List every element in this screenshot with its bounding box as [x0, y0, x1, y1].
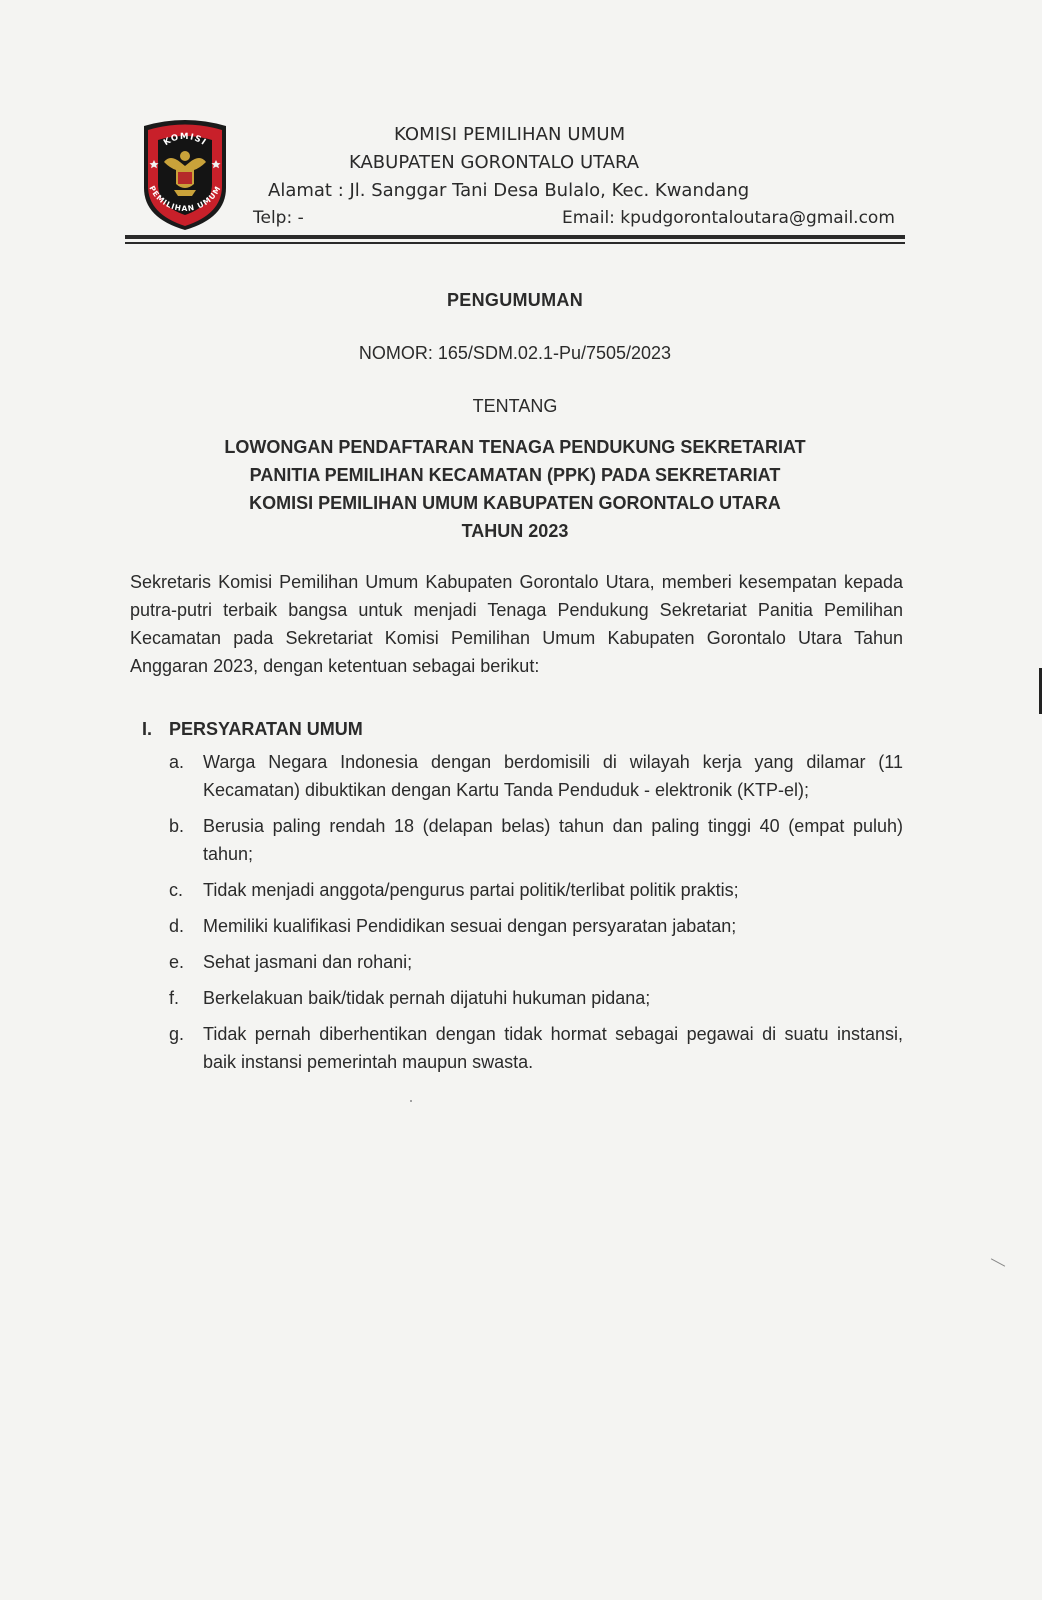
list-item-text: Warga Negara Indonesia dengan berdomisili di wilayah kerja yang dilamar (11 Kecamatan) dibuktikan dengan Kartu Tanda Penduduk - elektronik (KTP-el);: [203, 752, 903, 800]
list-item-text: Tidak pernah diberhentikan dengan tidak hormat sebagai pegawai di suatu instansi, baik instansi pemerintah maupun swasta.: [203, 1024, 903, 1072]
list-item: [163, 876, 903, 904]
letterhead-region: KABUPATEN GORONTALO UTARA: [349, 152, 640, 173]
list-item: [163, 812, 903, 868]
list-item: [163, 1020, 903, 1076]
section-number: I.: [142, 719, 153, 739]
letterhead-address: Alamat : Jl. Sanggar Tani Desa Bulalo, Kec. Kwandang: [268, 180, 750, 201]
tentang-label: TENTANG: [472, 396, 558, 416]
list-item-letter: e.: [169, 952, 185, 972]
subject-line: PANITIA PEMILIHAN KECAMATAN (PPK) PADA SEKRETARIAT: [249, 465, 781, 485]
subject-line: LOWONGAN PENDAFTARAN TENAGA PENDUKUNG SEKRETARIAT: [224, 437, 806, 457]
list-item-letter: d.: [169, 916, 185, 936]
section-heading: [142, 719, 363, 740]
list-item-text: Sehat jasmani dan rohani;: [203, 952, 413, 972]
list-item-text: Berkelakuan baik/tidak pernah dijatuhi hukuman pidana;: [203, 988, 651, 1008]
letterhead-email: Email: kpudgorontaloutara@gmail.com: [562, 208, 895, 228]
section-title: PERSYARATAN UMUM: [169, 719, 363, 739]
list-item: [163, 984, 903, 1012]
list-item-text: Tidak menjadi anggota/pengurus partai politik/terlibat politik praktis;: [203, 880, 739, 900]
document-number: NOMOR: 165/SDM.02.1-Pu/7505/2023: [358, 343, 672, 363]
list-item: [163, 948, 903, 976]
intro-paragraph: Sekretaris Komisi Pemilihan Umum Kabupaten Gorontalo Utara, memberi kesempatan kepada putra-putri terbaik bangsa untuk menjadi Tenaga Pendukung Sekretariat Panitia Pemilihan Kecamatan pada Sekretariat Komisi Pemilihan Umum Kabupaten Gorontalo Utara Tahun Anggaran 2023, dengan ketentuan sebagai berikut:: [130, 572, 903, 676]
list-item-letter: b.: [169, 816, 185, 836]
list-item: [163, 748, 903, 804]
document-title: PENGUMUMAN: [447, 290, 583, 310]
list-item: [163, 912, 903, 940]
logo-top-text: KOMISI: [161, 131, 209, 149]
list-item-letter: c.: [169, 880, 184, 900]
logo-bottom-text: PEMILIHAN UMUM: [147, 184, 223, 214]
subject-line: KOMISI PEMILIHAN UMUM KABUPATEN GORONTALO UTARA: [249, 493, 781, 513]
subject-line: TAHUN 2023: [461, 521, 569, 541]
list-item-text: Berusia paling rendah 18 (delapan belas) tahun dan paling tinggi 40 (empat puluh) tahun;: [203, 816, 903, 864]
scan-speck: [410, 1100, 412, 1102]
scan-speck: [991, 1258, 1006, 1266]
list-item-text: Memiliki kualifikasi Pendidikan sesuai dengan persyaratan jabatan;: [203, 916, 737, 936]
kpu-emblem-icon: [138, 118, 232, 232]
kpu-logo: [138, 118, 232, 232]
letterhead-divider-thin: [125, 242, 905, 244]
letterhead-divider-thick: [125, 235, 905, 239]
list-item-letter: f.: [169, 988, 180, 1008]
requirements-list: [163, 748, 903, 1084]
document-subject: [0, 433, 1036, 545]
list-item-letter: g.: [169, 1024, 185, 1044]
letterhead-institution: KOMISI PEMILIHAN UMUM: [394, 124, 626, 145]
letterhead-telp: Telp: -: [253, 208, 304, 228]
list-item-letter: a.: [169, 752, 185, 772]
